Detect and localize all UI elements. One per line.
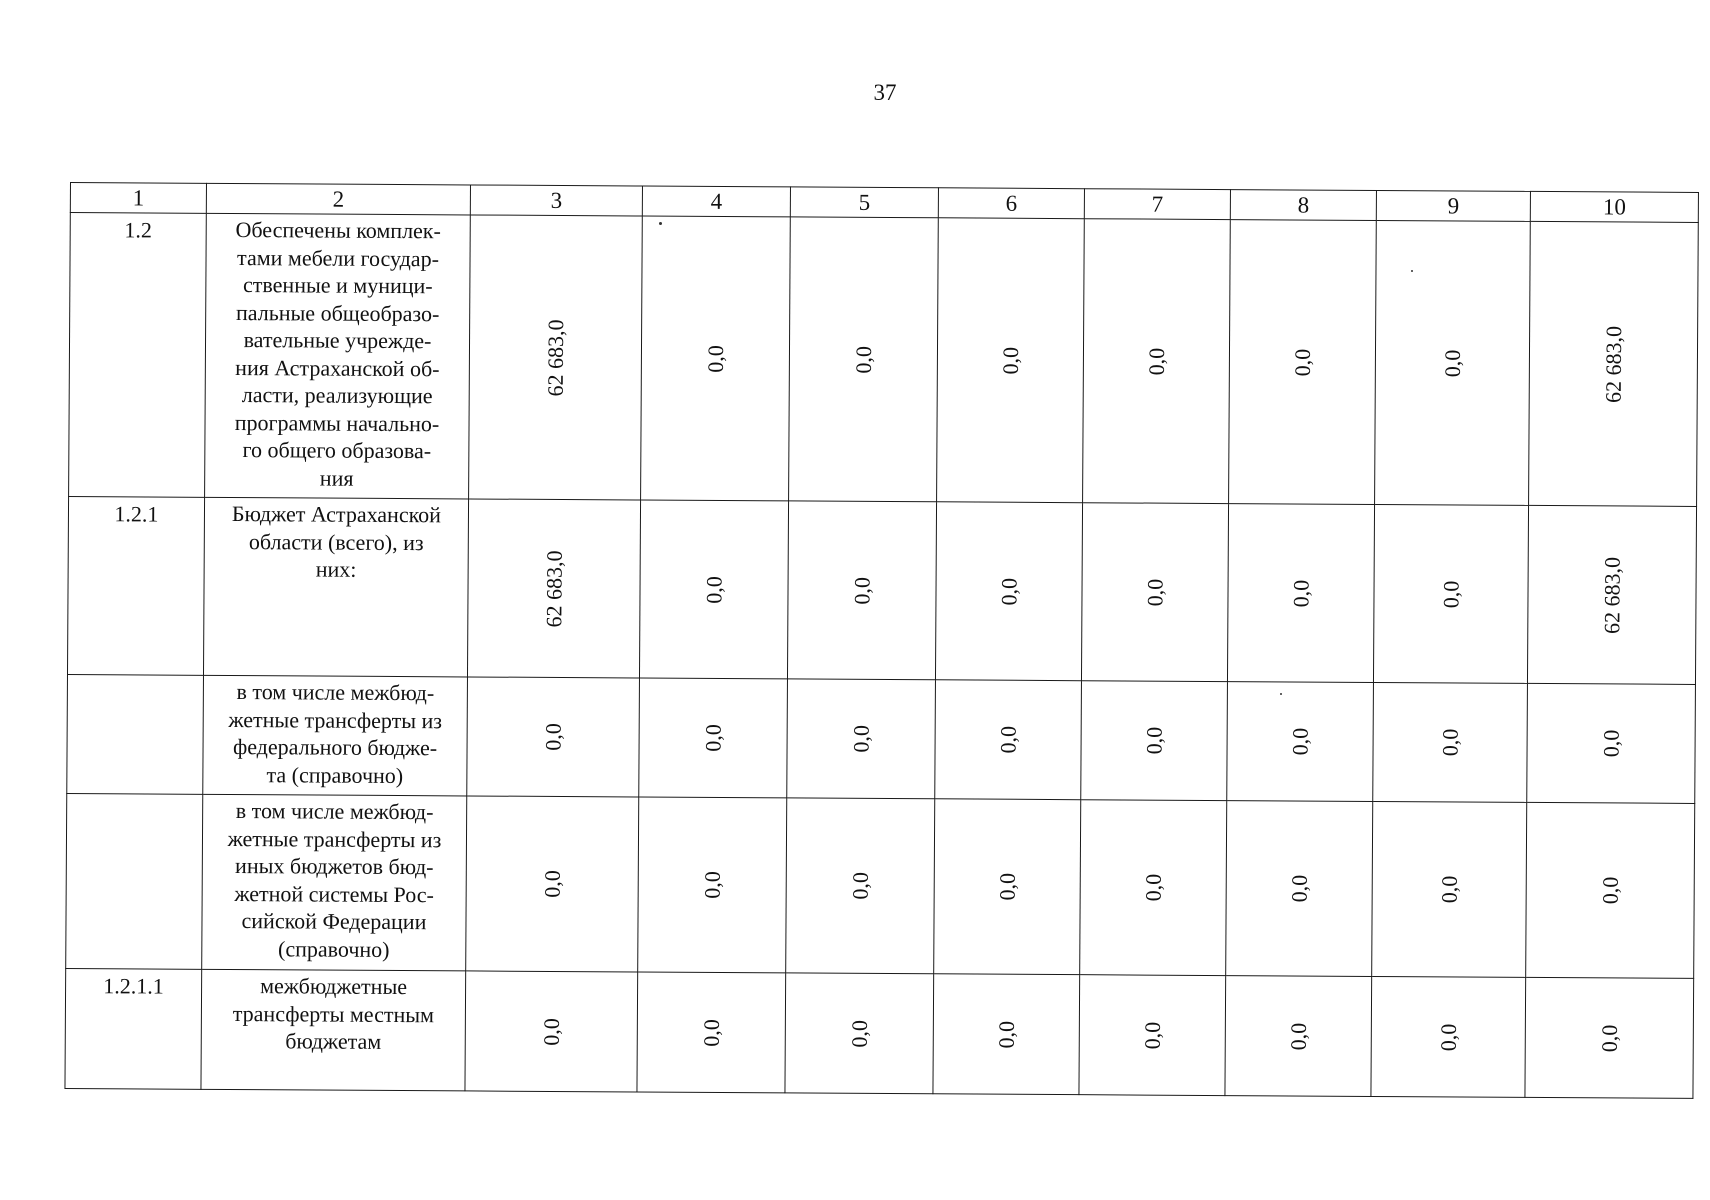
cell-value: 0,0 [848, 725, 874, 753]
value-cell [935, 680, 1082, 800]
cell-value: 0,0 [700, 575, 727, 604]
cell-value: 62 683,0 [1598, 556, 1625, 634]
cell-value: 0,0 [1596, 1024, 1622, 1052]
column-header: 1 [70, 183, 206, 214]
column-header: 5 [790, 187, 938, 218]
description-line: в том числе межбюд- [236, 679, 435, 706]
value-cell [786, 798, 935, 974]
value-cell [1080, 800, 1227, 976]
cell-value: 0,0 [538, 1017, 564, 1046]
cell-value: 0,0 [1435, 1023, 1461, 1051]
value-cell [937, 218, 1085, 503]
value-cell [787, 679, 936, 799]
description-line: в том числе межбюд- [235, 798, 434, 825]
value-cell [1225, 976, 1372, 1097]
cell-value: 0,0 [850, 345, 876, 374]
description-line: та (справочно) [266, 761, 404, 788]
value-cell [469, 215, 643, 500]
value-cell [638, 797, 787, 973]
cell-value: 62 683,0 [542, 318, 568, 397]
value-cell [1229, 220, 1377, 505]
description-line: иных бюджетов бюд- [235, 853, 434, 880]
value-cell [1375, 220, 1531, 505]
description-line: ственные и муници- [242, 272, 433, 299]
description-line: трансферты местным [232, 1000, 435, 1027]
cell-value: 0,0 [993, 1020, 1019, 1049]
column-header: 9 [1376, 190, 1530, 221]
cell-value: 0,0 [700, 724, 726, 752]
value-cell [1372, 801, 1527, 977]
value-cell [639, 678, 788, 798]
row-code [66, 793, 203, 969]
cell-value: 0,0 [1287, 727, 1313, 756]
description-line: вательные учрежде- [243, 327, 432, 354]
description-line: ния [319, 465, 354, 491]
description-line: них: [315, 556, 357, 582]
cell-value: 0,0 [847, 872, 873, 900]
cell-value: 0,0 [540, 723, 566, 751]
cell-value: 0,0 [1437, 580, 1464, 608]
value-cell [1081, 681, 1228, 801]
table-row [69, 213, 1699, 507]
value-cell [1079, 975, 1226, 1096]
value-cell [641, 216, 791, 501]
value-cell [789, 217, 939, 502]
column-header: 2 [206, 183, 470, 215]
row-description [201, 969, 466, 1091]
cell-value: 0,0 [846, 1019, 872, 1048]
value-cell [1527, 683, 1696, 803]
value-cell [1373, 682, 1528, 802]
cell-value: 0,0 [702, 344, 728, 373]
cell-value: 0,0 [699, 871, 725, 899]
cell-value: 0,0 [1436, 875, 1462, 904]
value-cell [639, 500, 788, 679]
cell-value: 0,0 [994, 872, 1020, 901]
description-line: ласти, реализующие [241, 382, 433, 409]
cell-value: 0,0 [1287, 579, 1314, 607]
cell-value: 0,0 [1437, 728, 1463, 757]
cell-value: 0,0 [1285, 1022, 1311, 1050]
value-cell [787, 501, 936, 680]
value-cell [466, 796, 639, 972]
table-row [67, 674, 1696, 803]
value-cell [1525, 977, 1694, 1098]
page-number: 37 [873, 80, 897, 105]
description-line: жетные трансферты из [228, 706, 443, 733]
cell-value: 62 683,0 [1600, 325, 1626, 403]
row-description [203, 675, 468, 796]
description-line: пальные общеобразо- [235, 299, 440, 326]
value-cell [637, 972, 786, 1093]
row-description [203, 497, 468, 677]
value-cell [1227, 682, 1374, 802]
cell-value: 62 683,0 [540, 549, 567, 628]
cell-value: 0,0 [698, 1018, 724, 1047]
cell-value: 0,0 [1140, 873, 1166, 902]
value-cell [934, 799, 1081, 975]
cell-value: 0,0 [1139, 1021, 1165, 1049]
description-line: сийской Федерации [241, 908, 427, 935]
cell-value: 0,0 [997, 346, 1023, 375]
value-cell [1529, 221, 1699, 506]
row-code: 1.2.1 [67, 496, 204, 675]
scan-speck [1280, 693, 1282, 695]
description-line: межбюджетные [260, 973, 408, 1000]
value-cell [785, 973, 934, 1094]
description-line: го общего образова- [242, 437, 432, 464]
column-header: 10 [1530, 191, 1698, 222]
cell-value: 0,0 [995, 577, 1022, 606]
row-description [205, 213, 471, 499]
row-code: 1.2.1.1 [65, 968, 202, 1089]
cell-value: 0,0 [848, 576, 875, 605]
description-line: Обеспечены комплек- [235, 217, 441, 244]
column-header: 4 [642, 186, 790, 217]
value-cell [467, 677, 640, 797]
description-line: программы начально- [234, 409, 440, 436]
description-line: бюджетам [285, 1028, 382, 1054]
value-cell [1373, 504, 1528, 683]
cell-value: 0,0 [1143, 347, 1169, 375]
value-cell [465, 971, 638, 1092]
description-line: (справочно) [278, 935, 390, 962]
value-cell [467, 499, 640, 678]
column-header: 7 [1084, 189, 1230, 220]
description-line: жетной системы Рос- [234, 880, 434, 907]
value-cell [933, 974, 1080, 1095]
description-line: ния Астраханской об- [235, 354, 440, 381]
value-cell [1526, 802, 1695, 978]
scan-speck [659, 222, 662, 225]
row-code [67, 674, 204, 794]
table-row [65, 968, 1694, 1098]
cell-value: 0,0 [1141, 726, 1167, 755]
cell-value: 0,0 [539, 870, 565, 898]
value-cell [1527, 505, 1696, 684]
description-line: области (всего), из [248, 528, 424, 555]
description-line: федерального бюдже- [232, 734, 438, 761]
value-cell [1081, 503, 1228, 682]
cell-value: 0,0 [1286, 874, 1312, 903]
column-header: 3 [470, 185, 642, 216]
value-cell [1227, 504, 1374, 683]
scan-speck [1411, 270, 1413, 272]
row-code: 1.2 [69, 213, 207, 498]
value-cell [1226, 801, 1373, 977]
cell-value: 0,0 [995, 725, 1021, 754]
value-cell [935, 502, 1082, 681]
cell-value: 0,0 [1598, 729, 1624, 758]
budget-table [64, 182, 1699, 1099]
table-row [67, 496, 1696, 684]
cell-value: 0,0 [1289, 348, 1315, 376]
value-cell [1371, 976, 1526, 1097]
description-line: тами мебели государ- [237, 244, 440, 271]
value-cell [1083, 219, 1231, 504]
cell-value: 0,0 [1439, 349, 1465, 377]
cell-value: 0,0 [1141, 578, 1168, 606]
cell-value: 0,0 [1597, 876, 1623, 905]
column-header: 8 [1230, 190, 1376, 221]
description-line: жетные трансферты из [227, 825, 442, 852]
row-description [202, 794, 467, 971]
table-row [66, 793, 1695, 978]
column-header: 6 [938, 188, 1084, 219]
description-line: Бюджет Астраханской [231, 500, 442, 528]
